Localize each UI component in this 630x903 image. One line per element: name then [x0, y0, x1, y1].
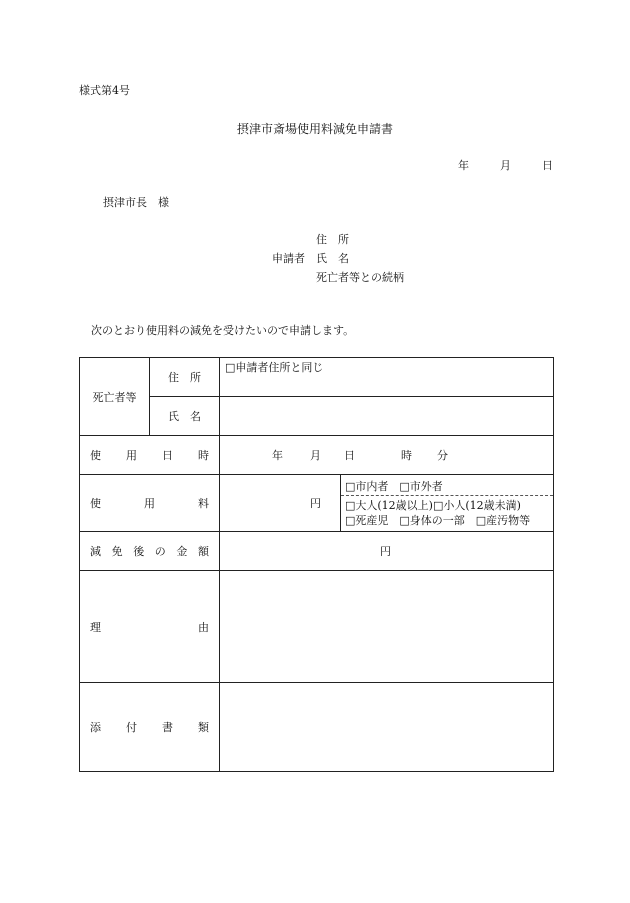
form-number: 様式第4号	[79, 84, 130, 97]
datetime-minute: 分	[437, 449, 448, 462]
usage-datetime-label	[80, 436, 220, 475]
date-day: 日	[542, 159, 553, 172]
deceased-label: 死亡者等	[80, 358, 150, 436]
fee-field[interactable]	[220, 475, 341, 532]
applicant-relation-label: 死亡者等との続柄	[316, 271, 404, 284]
residence-checkboxes[interactable]: □市内者 □市外者	[345, 480, 443, 493]
age-checkboxes[interactable]: □大人(12歳以上)□小人(12歳未満)	[345, 499, 521, 512]
fee-yen: 円	[310, 497, 321, 510]
reduced-amount-field[interactable]	[220, 532, 554, 571]
usage-datetime-text: 使 用 日 時	[90, 449, 209, 462]
date-month: 月	[500, 159, 511, 172]
date-line	[458, 157, 553, 173]
applicant-name-label: 氏 名	[316, 252, 349, 265]
addressee: 摂津市長 様	[103, 196, 169, 209]
type-checkboxes[interactable]: □死産児 □身体の一部 □産汚物等	[345, 514, 531, 527]
reason-field[interactable]	[220, 571, 554, 683]
application-table	[79, 357, 554, 772]
datetime-month: 月	[310, 449, 321, 462]
datetime-year: 年	[272, 449, 283, 462]
attachments-field[interactable]	[220, 683, 554, 772]
reduced-yen: 円	[380, 545, 391, 558]
form-title: 摂津市斎場使用料減免申請書	[236, 122, 393, 136]
attachments-label: 添 付 書 類	[80, 683, 220, 772]
same-address-checkbox[interactable]: □申請者住所と同じ	[225, 361, 324, 374]
address-label: 住 所	[150, 358, 220, 397]
applicant-address-label: 住 所	[316, 233, 349, 246]
fee-label: 使 用 料	[80, 475, 220, 532]
date-year: 年	[458, 159, 469, 172]
name-field[interactable]	[220, 397, 554, 436]
usage-datetime-field[interactable]	[220, 436, 554, 475]
address-field[interactable]	[220, 358, 554, 397]
reduced-amount-label: 減 免 後 の 金 額	[80, 532, 220, 571]
applicant-label: 申請者	[272, 252, 305, 265]
reason-label: 理 由	[80, 571, 220, 683]
intro-text: 次のとおり使用料の減免を受けたいので申請します。	[91, 324, 355, 337]
name-label: 氏 名	[150, 397, 220, 436]
fee-options	[341, 475, 554, 532]
datetime-hour: 時	[401, 449, 412, 462]
datetime-day: 日	[344, 449, 355, 462]
